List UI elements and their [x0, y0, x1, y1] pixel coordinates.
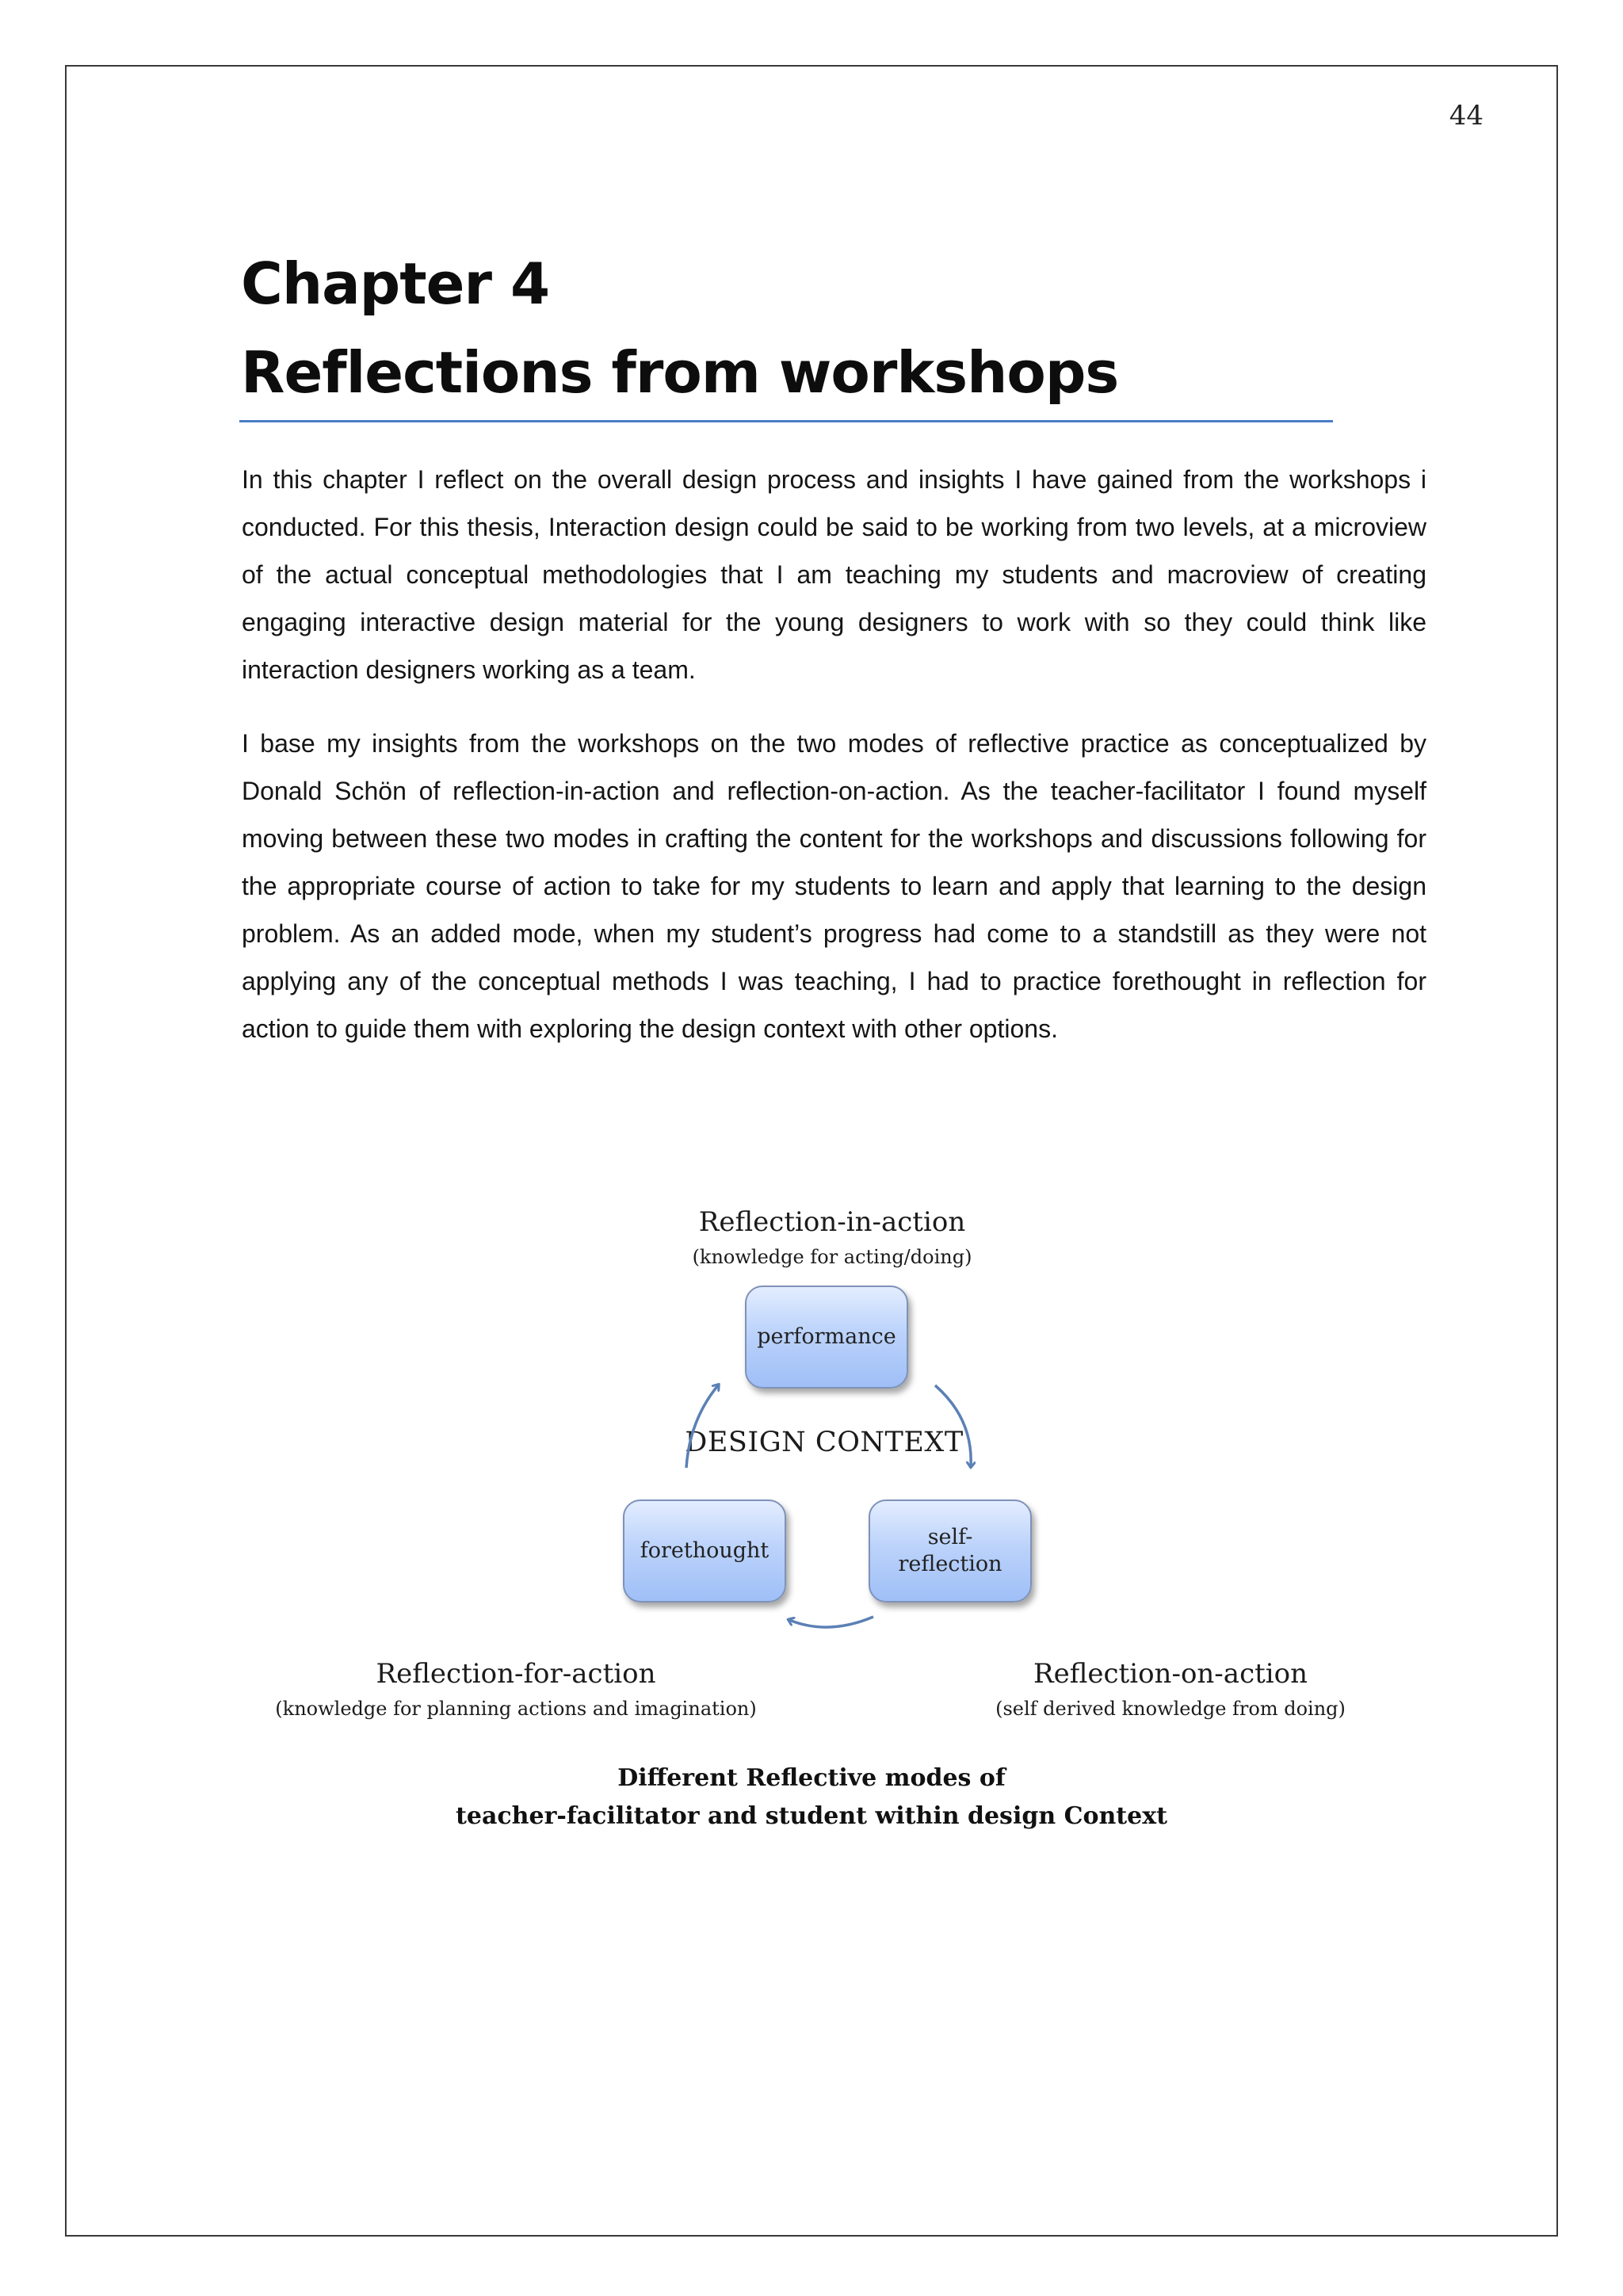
node-performance: performance: [745, 1286, 908, 1389]
figure-caption-line1: Different Reflective modes of: [617, 1764, 1006, 1792]
mode-for-action-title: Reflection-for-action: [376, 1658, 656, 1690]
chapter-heading: [241, 239, 1350, 417]
page-number: 44: [1449, 100, 1484, 132]
node-self-reflection: self- reflection: [869, 1499, 1032, 1603]
paragraph-intro: In this chapter I reflect on the overall design process and insights I have gained from the workshops i conducted. For this thesis, Interaction design could be said to be working from two levels, at a microview of the actual conceptual methodologies that I am teaching my students and macroview of creating engaging interactive design material for the young designers to work with so they could think like interaction designers working as a team.: [242, 465, 1426, 684]
chapter-number: Chapter 4: [241, 250, 550, 317]
paragraph-reflective-modes: I base my insights from the workshops on the two modes of reflective practice as conceptualized by Donald Schön of reflection-in-action and reflection-on-action. As the teacher-facilitator I found myself moving between these two modes in crafting the content for the workshops and discussions following for the appropriate course of action to take for my students to learn and apply that learning to the design problem. As an added mode, when my student’s progress had come to a standstill as they were not applying any of the conceptual methods I was teaching, I had to practice forethought in reflection for action to guide them with exploring the design context with other options.: [242, 729, 1426, 1043]
mode-for-action-subtitle: (knowledge for planning actions and imagination): [275, 1698, 757, 1720]
heading-rule: [239, 420, 1333, 422]
figure-caption: [0, 1759, 1623, 1836]
node-forethought: forethought: [623, 1499, 786, 1603]
figure-caption-line2: teacher-facilitator and student within design Context: [456, 1802, 1167, 1830]
design-context-label: DESIGN CONTEXT: [685, 1427, 964, 1458]
mode-in-action-subtitle: (knowledge for acting/doing): [692, 1246, 972, 1268]
chapter-title: Reflections from workshops: [241, 339, 1119, 406]
mode-on-action-title: Reflection-on-action: [1033, 1658, 1308, 1690]
mode-on-action-subtitle: (self derived knowledge from doing): [995, 1698, 1346, 1720]
mode-in-action-title: Reflection-in-action: [698, 1206, 966, 1238]
